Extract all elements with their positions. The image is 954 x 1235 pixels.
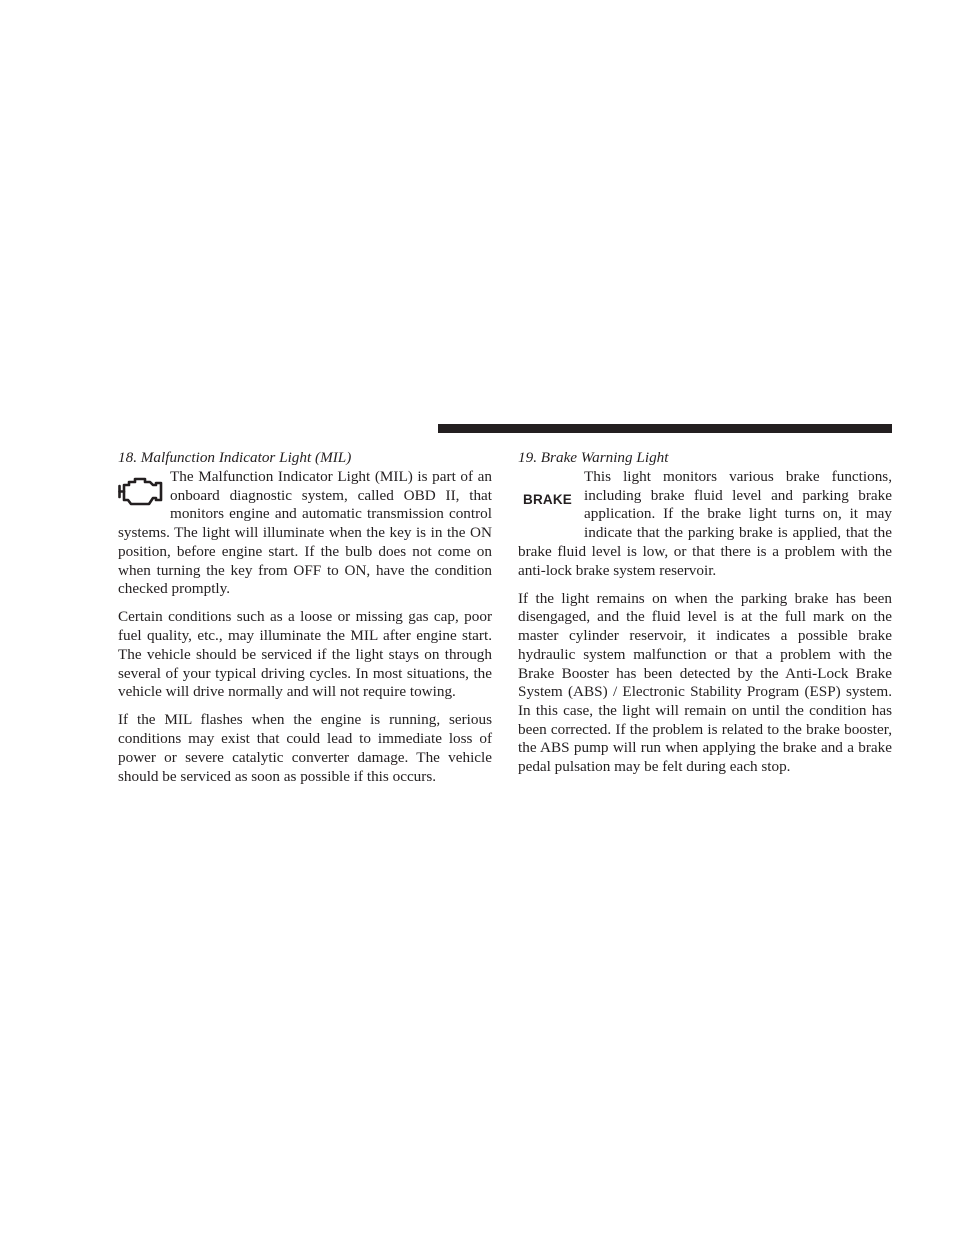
brake-icon-label: BRAKE <box>523 491 573 507</box>
mil-paragraph-3: If the MIL flashes when the engine is running, serious conditions may exist that could lead to immediate loss of power or severe catalytic converter damage. The vehicle should be serviced as soon as possible if this occurs. <box>118 711 492 785</box>
mil-paragraph-1: The Malfunction Indicator Light (MIL) is part of an onboard diagnostic system, called OBD II, that monitors engine and automatic transmission control systems. The light will illuminate when the key is in the ON position, before engine start. If the bulb does not come on when turning the key from OFF to ON, have the condition checked promptly. <box>118 468 492 598</box>
check-engine-icon <box>118 470 170 514</box>
brake-heading: 19. Brake Warning Light <box>518 449 669 466</box>
brake-paragraph-2: If the light remains on when the parking brake has been disengaged, and the fluid level is at the full mark on the master cylinder reservoir, it indicates a possible brake hydraulic system malfunction or that a problem with the Brake Booster has been detected by the Anti-Lock Brake System (ABS) / Electronic Stability Program (ESP) system. In this case, the light will remain on until the condition has been corrected. If the problem is related to the brake booster, the ABS pump will run when applying the brake and a brake pedal pulsation may be felt during each stop. <box>518 589 892 776</box>
left-column <box>118 449 492 786</box>
brake-warning-icon <box>518 470 584 526</box>
mil-paragraph-2: Certain conditions such as a loose or missing gas cap, poor fuel quality, etc., may illuminate the MIL after engine start. The vehicle should be serviced if the light stays on through several of your typical driving cycles. In most situations, the vehicle will drive normally and will not require towing. <box>118 608 492 701</box>
right-column <box>518 449 892 777</box>
mil-heading: 18. Malfunction Indicator Light (MIL) <box>118 449 352 466</box>
section-divider-bar <box>438 424 892 433</box>
brake-paragraph-1: This light monitors various brake functions, including brake fluid level and parking brake application. If the brake light turns on, it may indicate that the parking brake is applied, that the brake fluid level is low, or that there is a problem with the anti-lock brake system reservoir. <box>518 468 892 579</box>
